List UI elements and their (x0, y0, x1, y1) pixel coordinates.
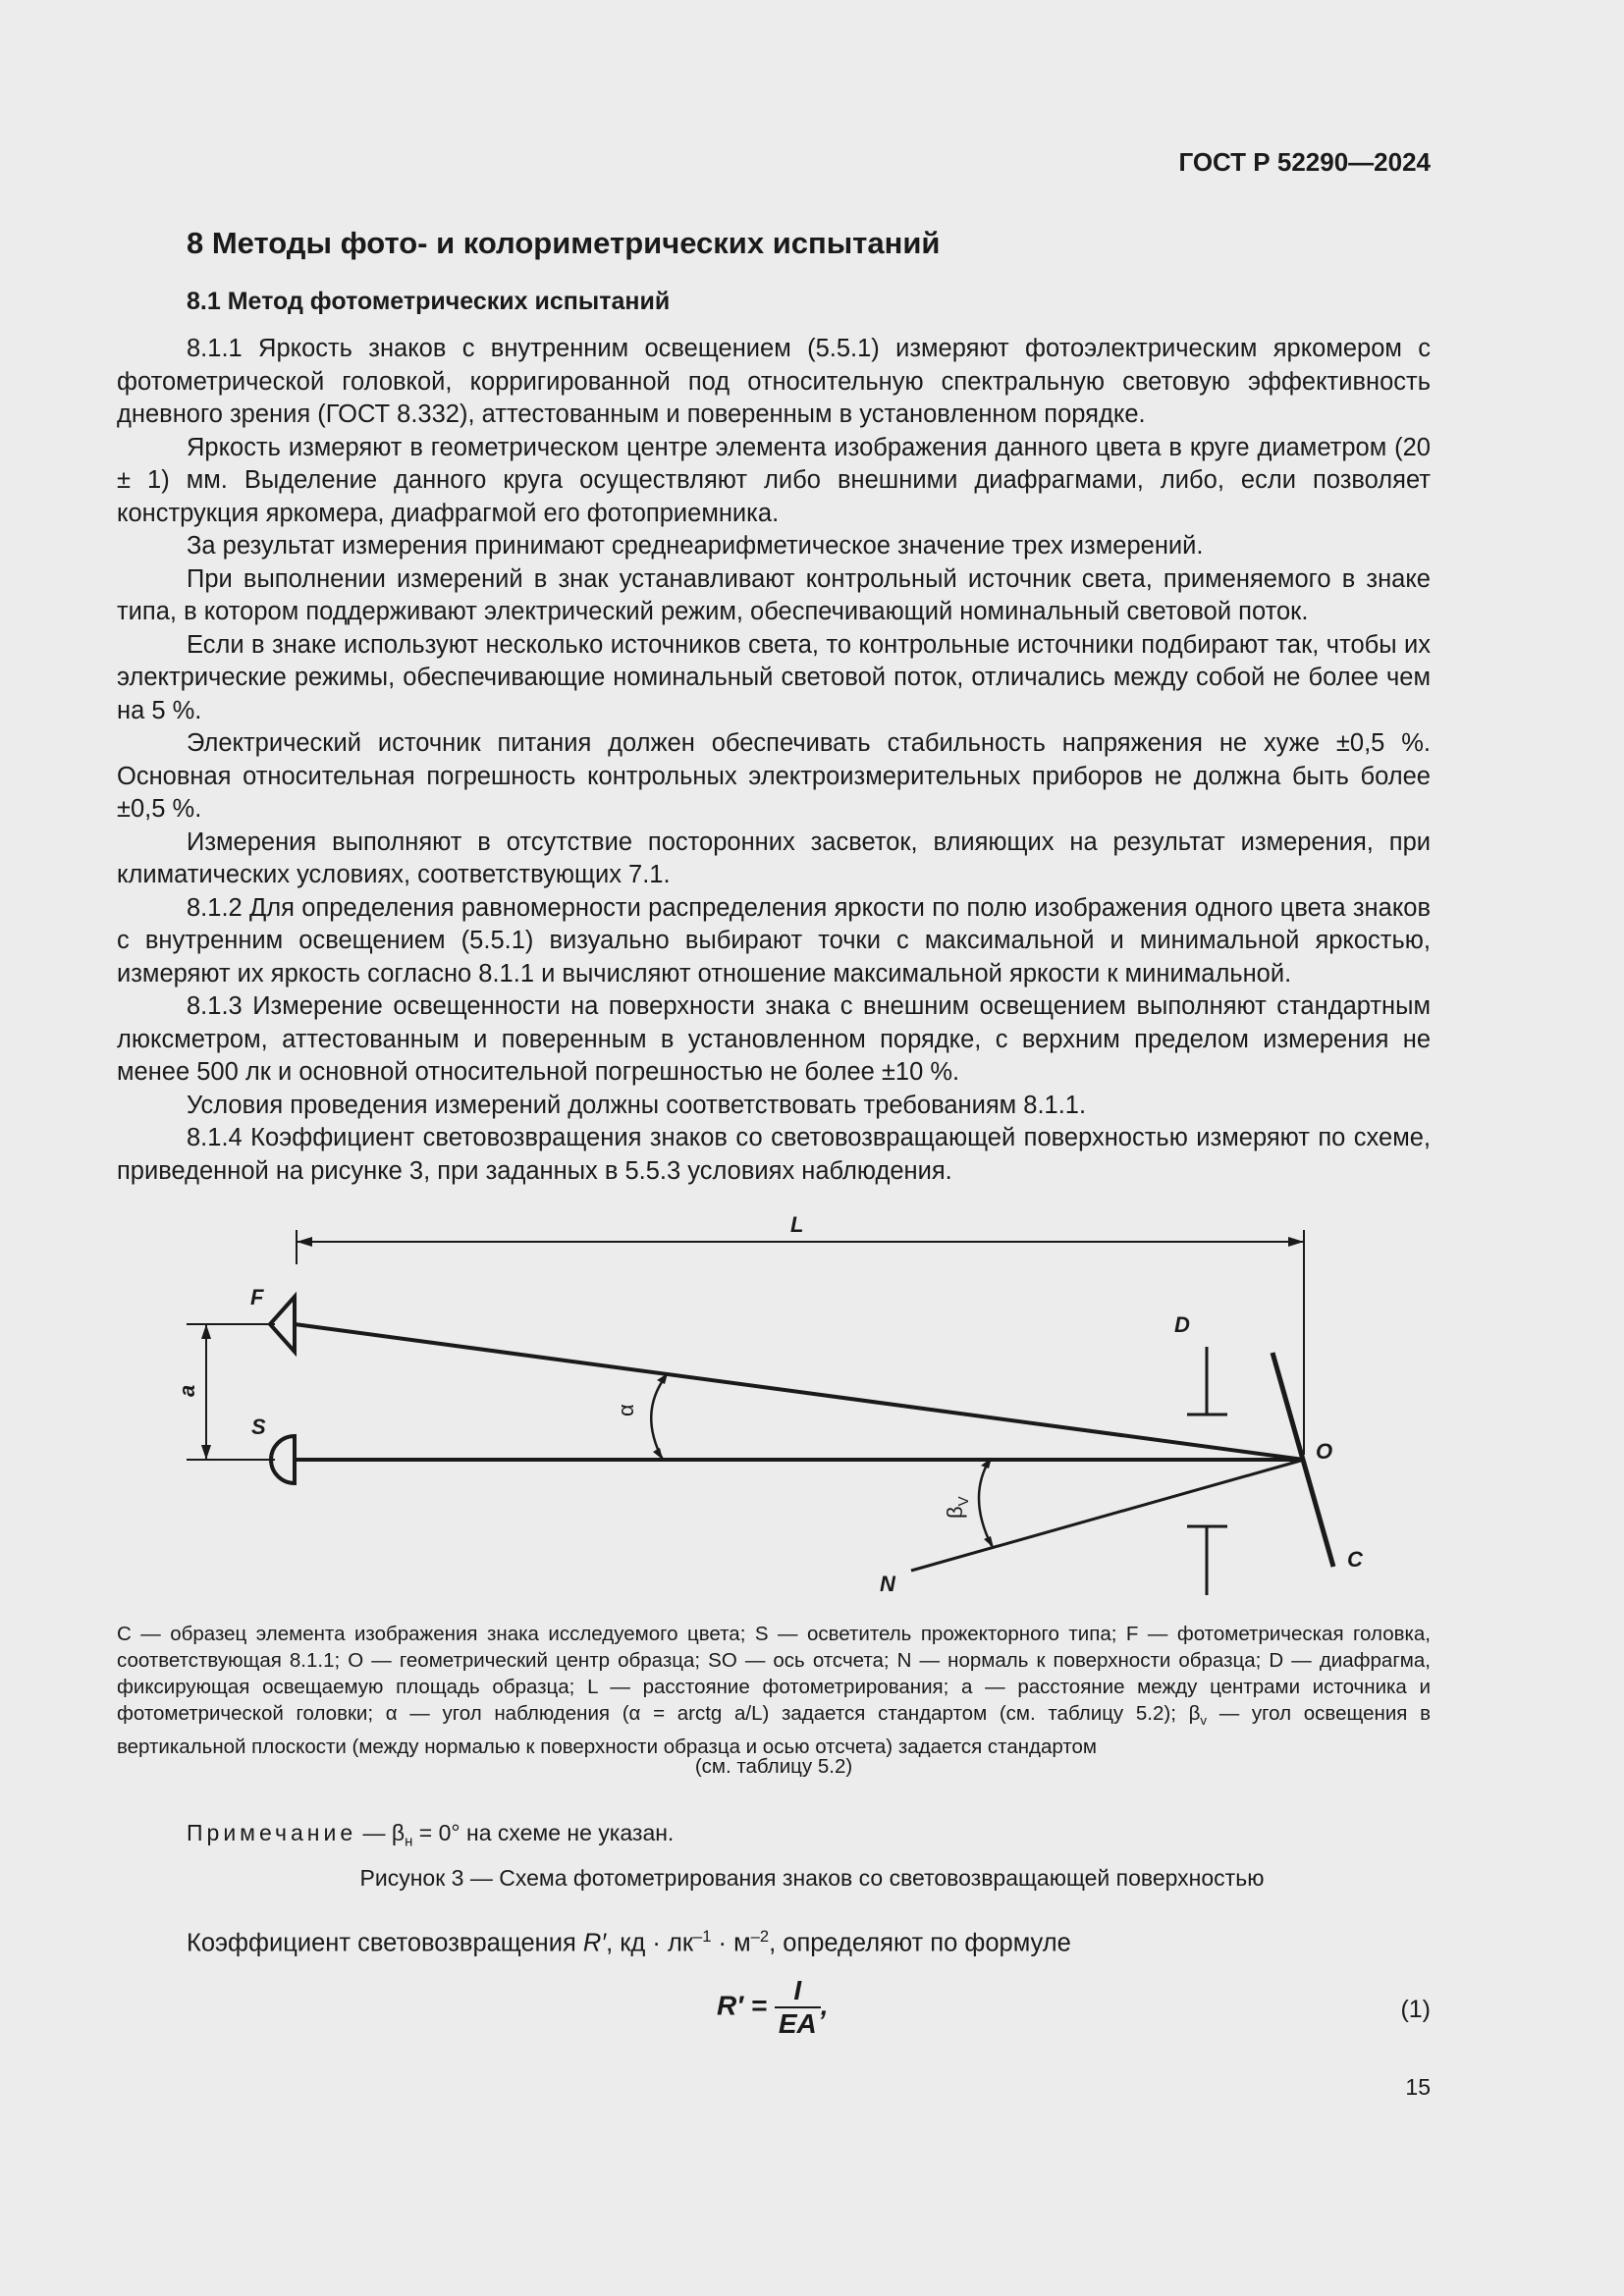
label-beta: $\beta_V$ (943, 1496, 972, 1519)
note-sub: н (405, 1833, 413, 1850)
formula-intro-symbol: R′ (582, 1929, 607, 1957)
formula-intro (187, 1927, 1071, 1958)
paragraph: Электрический источник питания должен обеспечивать стабильность напряжения не хуже ±0,5 %. Основная относительная погрешность контрольных электроизмерительных приборов не должна быть более ±0,5 %. (117, 729, 1431, 823)
label-S: S (251, 1415, 266, 1439)
figure-legend-end: (см. таблицу 5.2) (694, 1755, 853, 1778)
label-F: F (250, 1285, 264, 1309)
normal-ray-NO (911, 1460, 1304, 1571)
label-D: D (1174, 1312, 1190, 1337)
subsection-title: 8.1 Метод фотометрических испытаний (187, 288, 671, 315)
paragraph: Если в знаке используют несколько источников света, то контрольные источники подбирают так, чтобы их электрические режимы, обеспечивающие номинальный световой поток, отличались между собой не более чем на 5 %. (117, 630, 1431, 724)
formula (717, 1975, 829, 2040)
page-number: 15 (1405, 2074, 1431, 2100)
formula-intro-text: Коэффициент световозвращения (187, 1929, 583, 1957)
formula-numerator: I (775, 1975, 821, 2008)
note-label: Примечание (187, 1820, 357, 1845)
formula-intro-unit: , кд · лк (606, 1929, 694, 1957)
formula-lhs: R′ = (717, 1990, 768, 2021)
formula-trail: , (820, 1990, 829, 2021)
figure-legend (117, 1621, 1431, 1760)
label-alpha: α (614, 1404, 638, 1416)
paragraph: За результат измерения принимают среднеарифметическое значение трех измерений. (187, 532, 1204, 560)
legend-text-cont: — угол освещения в вертикальной плоскости (между нормалью к поверхности образца и осью отсчета) задается стандартом (117, 1702, 1431, 1759)
label-a: a (175, 1384, 199, 1397)
equation-number: (1) (1400, 1996, 1431, 2023)
note-text: = 0° на схеме не указан. (412, 1820, 675, 1845)
arrow-L-left (297, 1237, 312, 1247)
label-O: O (1316, 1439, 1333, 1464)
arrow-beta-bottom (984, 1536, 994, 1548)
paragraph: При выполнении измерений в знак устанавливают контрольный источник света, применяемого в знаке типа, в котором поддерживают электрический режим, обеспечивающий номинальный световой поток. (117, 564, 1431, 625)
photometry-scheme-diagram (0, 1202, 1624, 1615)
legend-beta: β (1188, 1702, 1201, 1725)
formula-denominator: EA (778, 2008, 817, 2039)
label-L: L (790, 1212, 804, 1237)
formula-intro-sup2: –2 (750, 1927, 770, 1946)
legend-beta-sub: v (1200, 1713, 1208, 1729)
paragraph: 8.1.2 Для определения равномерности распределения яркости по полю изображения одного цвета знаков с внутренним освещением (5.5.1) визуально выбирают точки с максимальной и минимальной яркостью, измеряют их яркость согласно 8.1.1 и вычисляют отношение максимальной яркости к минимальной. (117, 893, 1431, 988)
paragraph: 8.1.1 Яркость знаков с внутренним освещением (5.5.1) измеряют фотоэлектрическим яркомером с фотометрической головкой, корригированной под относительную спектральную световую эффективность дневного зрения (ГОСТ 8.332), аттестованным и поверенным в установленном порядке. (117, 335, 1431, 428)
observation-ray-FO (295, 1324, 1304, 1460)
paragraph: 8.1.4 Коэффициент световозвращения знаков со световозвращающей поверхностью измеряют по схеме, приведенной на рисунке 3, при заданных в 5.5.3 условиях наблюдения. (117, 1124, 1431, 1185)
angle-beta-arc (979, 1460, 992, 1546)
arrow-a-top (201, 1324, 211, 1339)
figure-caption: Рисунок 3 — Схема фотометрирования знаков со световозвращающей поверхностью (359, 1865, 1265, 1891)
formula-fraction (775, 1975, 821, 2040)
angle-alpha-arc (651, 1376, 666, 1460)
paragraph: 8.1.3 Измерение освещенности на поверхности знака с внешним освещением выполняют стандартным люксметром, аттестованным и поверенным в установленном порядке, с верхним пределом измерения не менее 500 лк и основной относительной погрешностью не более ±10 %. (117, 992, 1431, 1086)
arrow-L-right (1288, 1237, 1304, 1247)
document-header: ГОСТ Р 52290—2024 (1178, 147, 1431, 177)
paragraph: Измерения выполняют в отсутствие посторонних засветок, влияющих на результат измерения, при климатических условиях, соответствующих 7.1. (117, 828, 1431, 888)
label-C: C (1347, 1547, 1363, 1572)
label-N: N (880, 1572, 895, 1596)
paragraph: Условия проведения измерений должны соответствовать требованиям 8.1.1. (187, 1091, 1087, 1119)
arrow-a-bottom (201, 1445, 211, 1460)
legend-text: C — образец элемента изображения знака исследуемого цвета; S — осветитель прожекторного типа; F — фотометрическая головка, соответствующая 8.1.1; О — геометрический центр образца; SO — ось отсчета; N — нормаль к поверхности образца; D — диафрагма, фиксирующая освещаемую площадь образца; L — расстояние фотометрирования; a — расстояние между центрами источника и фотометрической головки; α — угол наблюдения (α = arctg a/L) задается стандартом (см. таблицу 5.2); (117, 1623, 1431, 1725)
note-dash: — β (356, 1820, 406, 1845)
figure-note (187, 1820, 674, 1850)
section-title: 8 Методы фото- и колориметрических испытаний (187, 226, 941, 260)
formula-intro-end: , определяют по формуле (769, 1929, 1071, 1957)
formula-intro-sup1: –1 (693, 1927, 712, 1946)
body-text (117, 333, 1431, 1188)
formula-intro-unit2: · м (711, 1929, 751, 1957)
paragraph: Яркость измеряют в геометрическом центре элемента изображения данного цвета в круге диаметром (20 ± 1) мм. Выделение данного круга осуществляют либо внешними диафрагмами, либо, если позволяет конструкция яркомера, диафрагмой его фотоприемника. (117, 433, 1431, 527)
